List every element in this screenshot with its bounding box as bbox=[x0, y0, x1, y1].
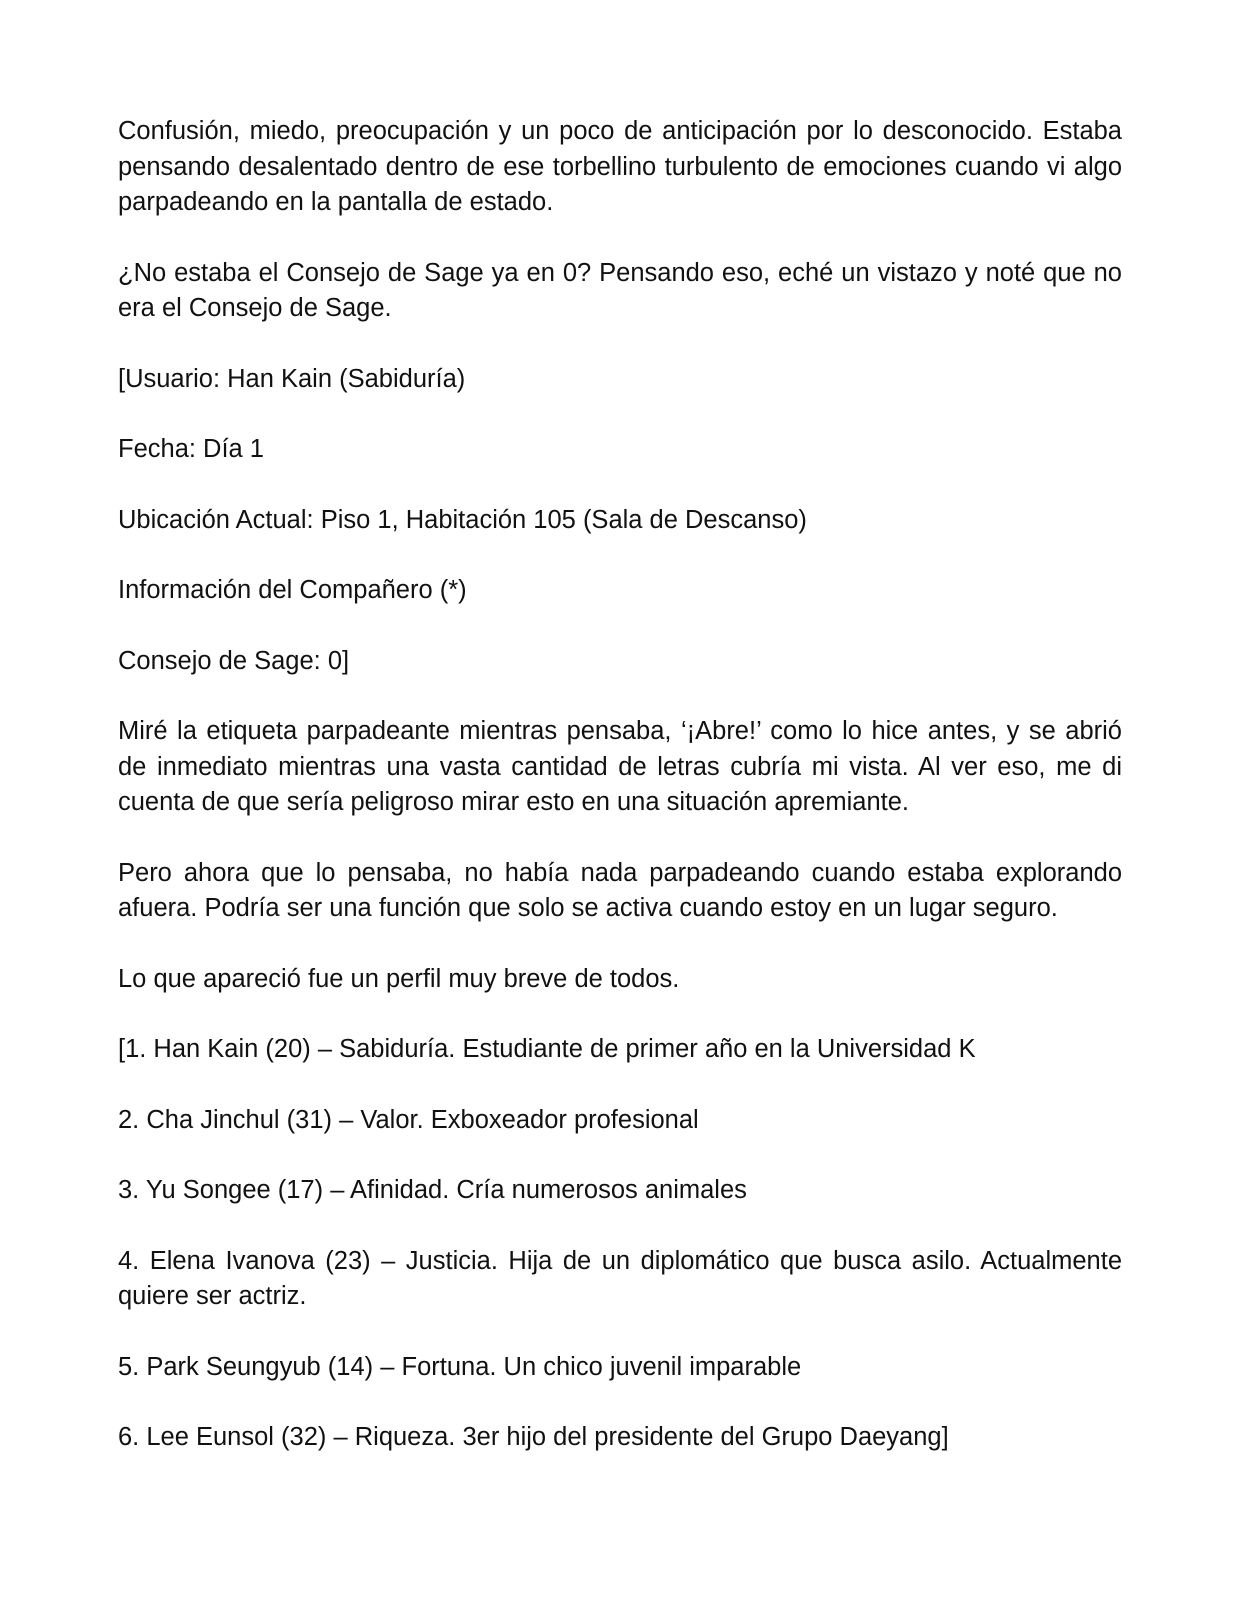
paragraph: Lo que apareció fue un perfil muy breve de todos. bbox=[118, 964, 680, 993]
paragraph: ¿No estaba el Consejo de Sage ya en 0? Pensando eso, eché un vistazo y noté que no era el Consejo de Sage. bbox=[118, 258, 1122, 322]
status-location-line: Ubicación Actual: Piso 1, Habitación 105 (Sala de Descanso) bbox=[118, 505, 807, 534]
paragraph: Confusión, miedo, preocupación y un poco de anticipación por lo desconocido. Estaba pensando desalentado dentro de ese torbellino turbulento de emociones cuando vi algo parpadeando en la pantalla de estado. bbox=[118, 117, 1122, 216]
status-sage-line: Consejo de Sage: 0] bbox=[118, 646, 350, 675]
document-page bbox=[118, 114, 1122, 1491]
profile-item: 6. Lee Eunsol (32) – Riqueza. 3er hijo del presidente del Grupo Daeyang] bbox=[118, 1423, 949, 1451]
status-companion-line: Información del Compañero (*) bbox=[118, 576, 467, 604]
profile-item: [1. Han Kain (20) – Sabiduría. Estudiante de primer año en la Universidad K bbox=[118, 1035, 976, 1063]
profile-item: 5. Park Seungyub (14) – Fortuna. Un chico juvenil imparable bbox=[118, 1352, 802, 1381]
profile-item: 2. Cha Jinchul (31) – Valor. Exboxeador profesional bbox=[118, 1105, 699, 1134]
profile-item: 3. Yu Songee (17) – Afinidad. Cría numerosos animales bbox=[118, 1176, 747, 1204]
profile-item: 4. Elena Ivanova (23) – Justicia. Hija de un diplomático que busca asilo. Actualmente quiere ser actriz. bbox=[118, 1246, 1122, 1310]
status-user-line: [Usuario: Han Kain (Sabiduría) bbox=[118, 364, 466, 393]
status-date-line: Fecha: Día 1 bbox=[118, 435, 264, 463]
paragraph: Miré la etiqueta parpadeante mientras pensaba, ‘¡Abre!’ como lo hice antes, y se abrió de inmediato mientras una vasta cantidad de letras cubría mi vista. Al ver eso, me di cuenta de que sería peligroso mirar esto en una situación apremiante. bbox=[118, 717, 1122, 816]
paragraph: Pero ahora que lo pensaba, no había nada parpadeando cuando estaba explorando afuera. Podría ser una función que solo se activa cuando estoy en un lugar seguro. bbox=[118, 858, 1122, 922]
